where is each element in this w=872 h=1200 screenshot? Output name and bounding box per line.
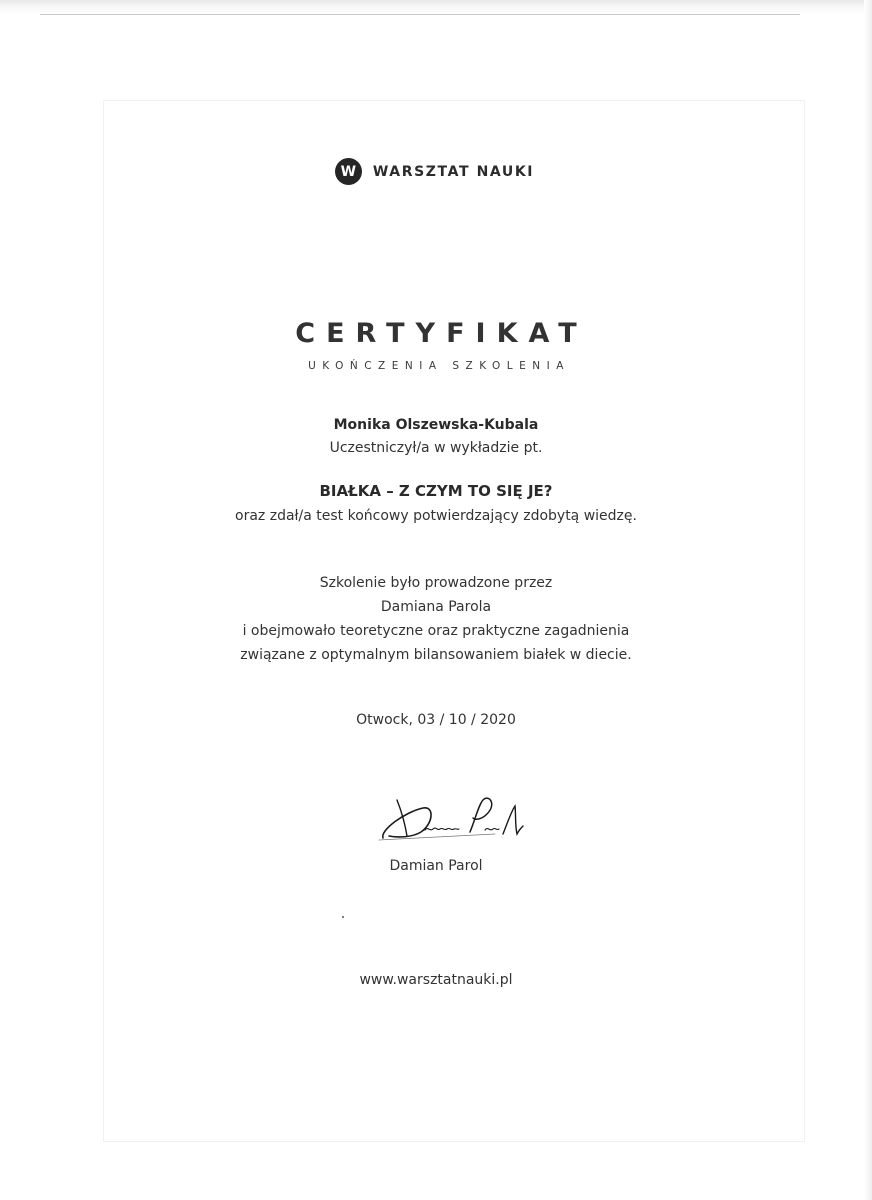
certificate-subtitle: UKOŃCZENIA SZKOLENIA (308, 360, 570, 372)
logo (0, 158, 872, 185)
signer-name: Damian Parol (389, 858, 483, 874)
signature-icon (375, 790, 535, 850)
topic-line-1: i obejmowało teoretyczne oraz praktyczne zagadnienia (242, 623, 630, 639)
scan-dot (342, 916, 344, 918)
course-title: BIAŁKA – Z CZYM TO SIĘ JE? (319, 482, 553, 500)
participant-name: Monika Olszewska-Kubala (333, 417, 539, 433)
trainer-name: Damiana Parola (380, 599, 492, 615)
attended-text: Uczestniczył/a w wykładzie pt. (329, 440, 543, 456)
scan-edge-top (0, 0, 872, 14)
logo-text: WARSZTAT NAUKI (372, 163, 535, 180)
certificate-title: CERTYFIKAT (295, 318, 588, 349)
passed-text: oraz zdał/a test końcowy potwierdzający zdobytą wiedzę. (235, 508, 637, 524)
place-date: Otwock, 03 / 10 / 2020 (356, 712, 516, 728)
logo-w-icon: W (335, 158, 362, 185)
topic-line-2: związane z optymalnym bilansowaniem białek w diecie. (240, 647, 632, 663)
led-by-text: Szkolenie było prowadzone przez (319, 575, 553, 591)
website-link[interactable]: www.warsztatnauki.pl (359, 972, 513, 988)
scan-line (40, 14, 800, 15)
